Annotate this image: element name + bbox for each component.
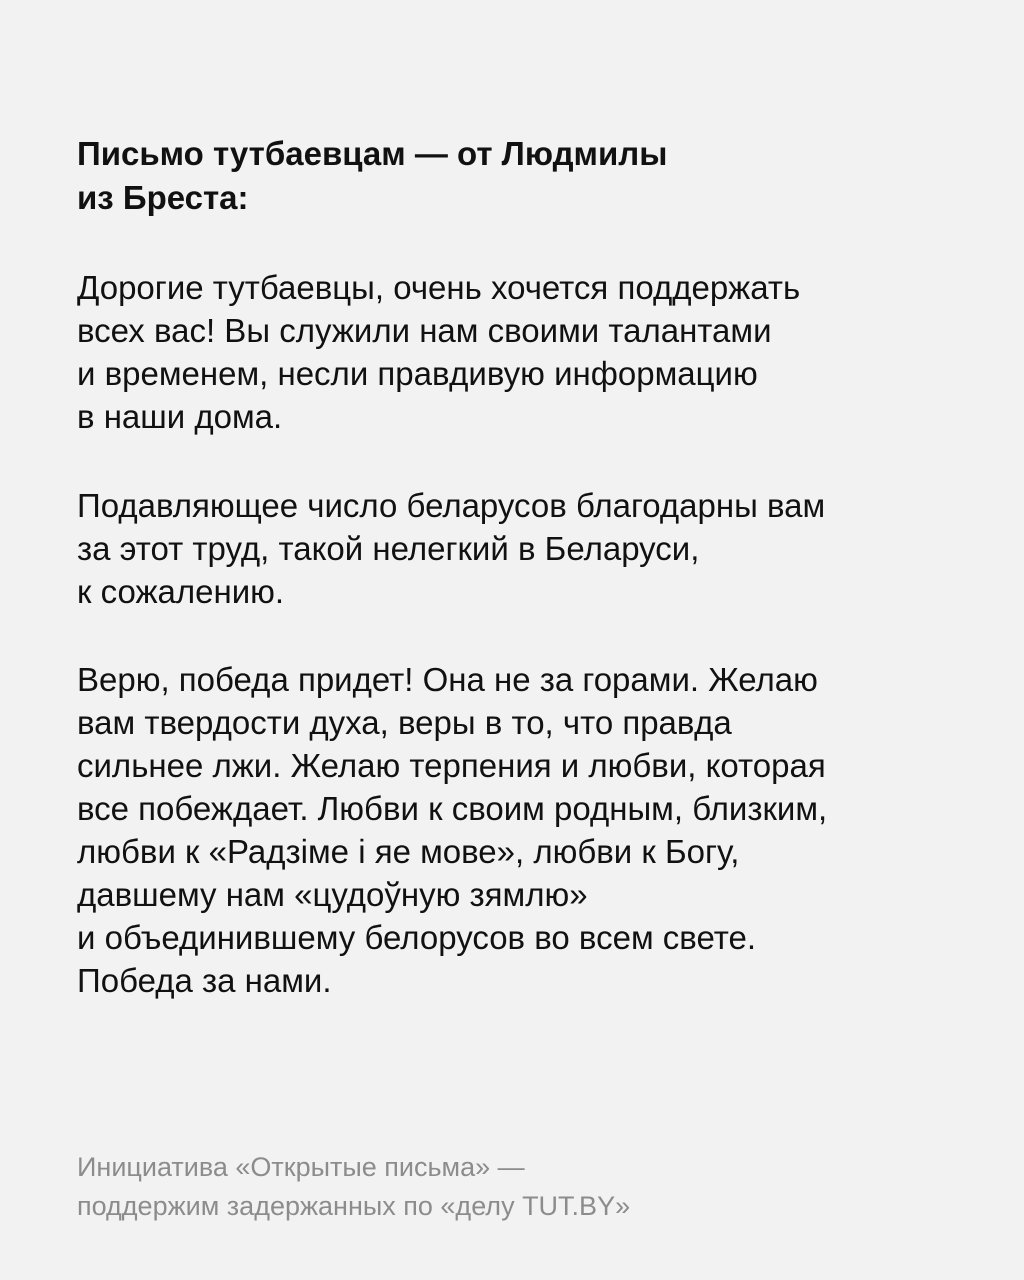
text-line: любви к «Радзіме і яе мове», любви к Богу,	[77, 833, 740, 870]
initiative-footer	[77, 1148, 957, 1226]
text-line: Дорогие тутбаевцы, очень хочется поддержать	[77, 269, 801, 306]
footer-line: Инициатива «Открытые письма» —	[77, 1152, 525, 1182]
paragraph-wishes	[77, 658, 977, 1002]
text-line: всех вас! Вы служили нам своими талантами	[77, 312, 772, 349]
title-line: из Бреста:	[77, 179, 249, 216]
text-line: за этот труд, такой нелегкий в Беларуси,	[77, 530, 700, 567]
text-line: давшему нам «цудоўную зямлю»	[77, 876, 588, 913]
text-line: к сожалению.	[77, 573, 285, 610]
text-line: все побеждает. Любви к своим родным, близким,	[77, 790, 828, 827]
text-line: вам твердости духа, веры в то, что правда	[77, 704, 732, 741]
paragraph-gratitude	[77, 484, 977, 613]
text-line: в наши дома.	[77, 398, 283, 435]
text-line: и временем, несли правдивую информацию	[77, 355, 758, 392]
text-line: сильнее лжи. Желаю терпения и любви, которая	[77, 747, 826, 784]
text-line: Верю, победа придет! Она не за горами. Желаю	[77, 661, 818, 698]
text-line: Победа за нами.	[77, 962, 332, 999]
text-line: Подавляющее число беларусов благодарны вам	[77, 487, 826, 524]
text-line: и объединившему белорусов во всем свете.	[77, 919, 756, 956]
letter-title	[77, 132, 957, 220]
paragraph-greeting	[77, 266, 977, 438]
title-line: Письмо тутбаевцам — от Людмилы	[77, 135, 668, 172]
footer-line: поддержим задержанных по «делу TUT.BY»	[77, 1191, 631, 1221]
